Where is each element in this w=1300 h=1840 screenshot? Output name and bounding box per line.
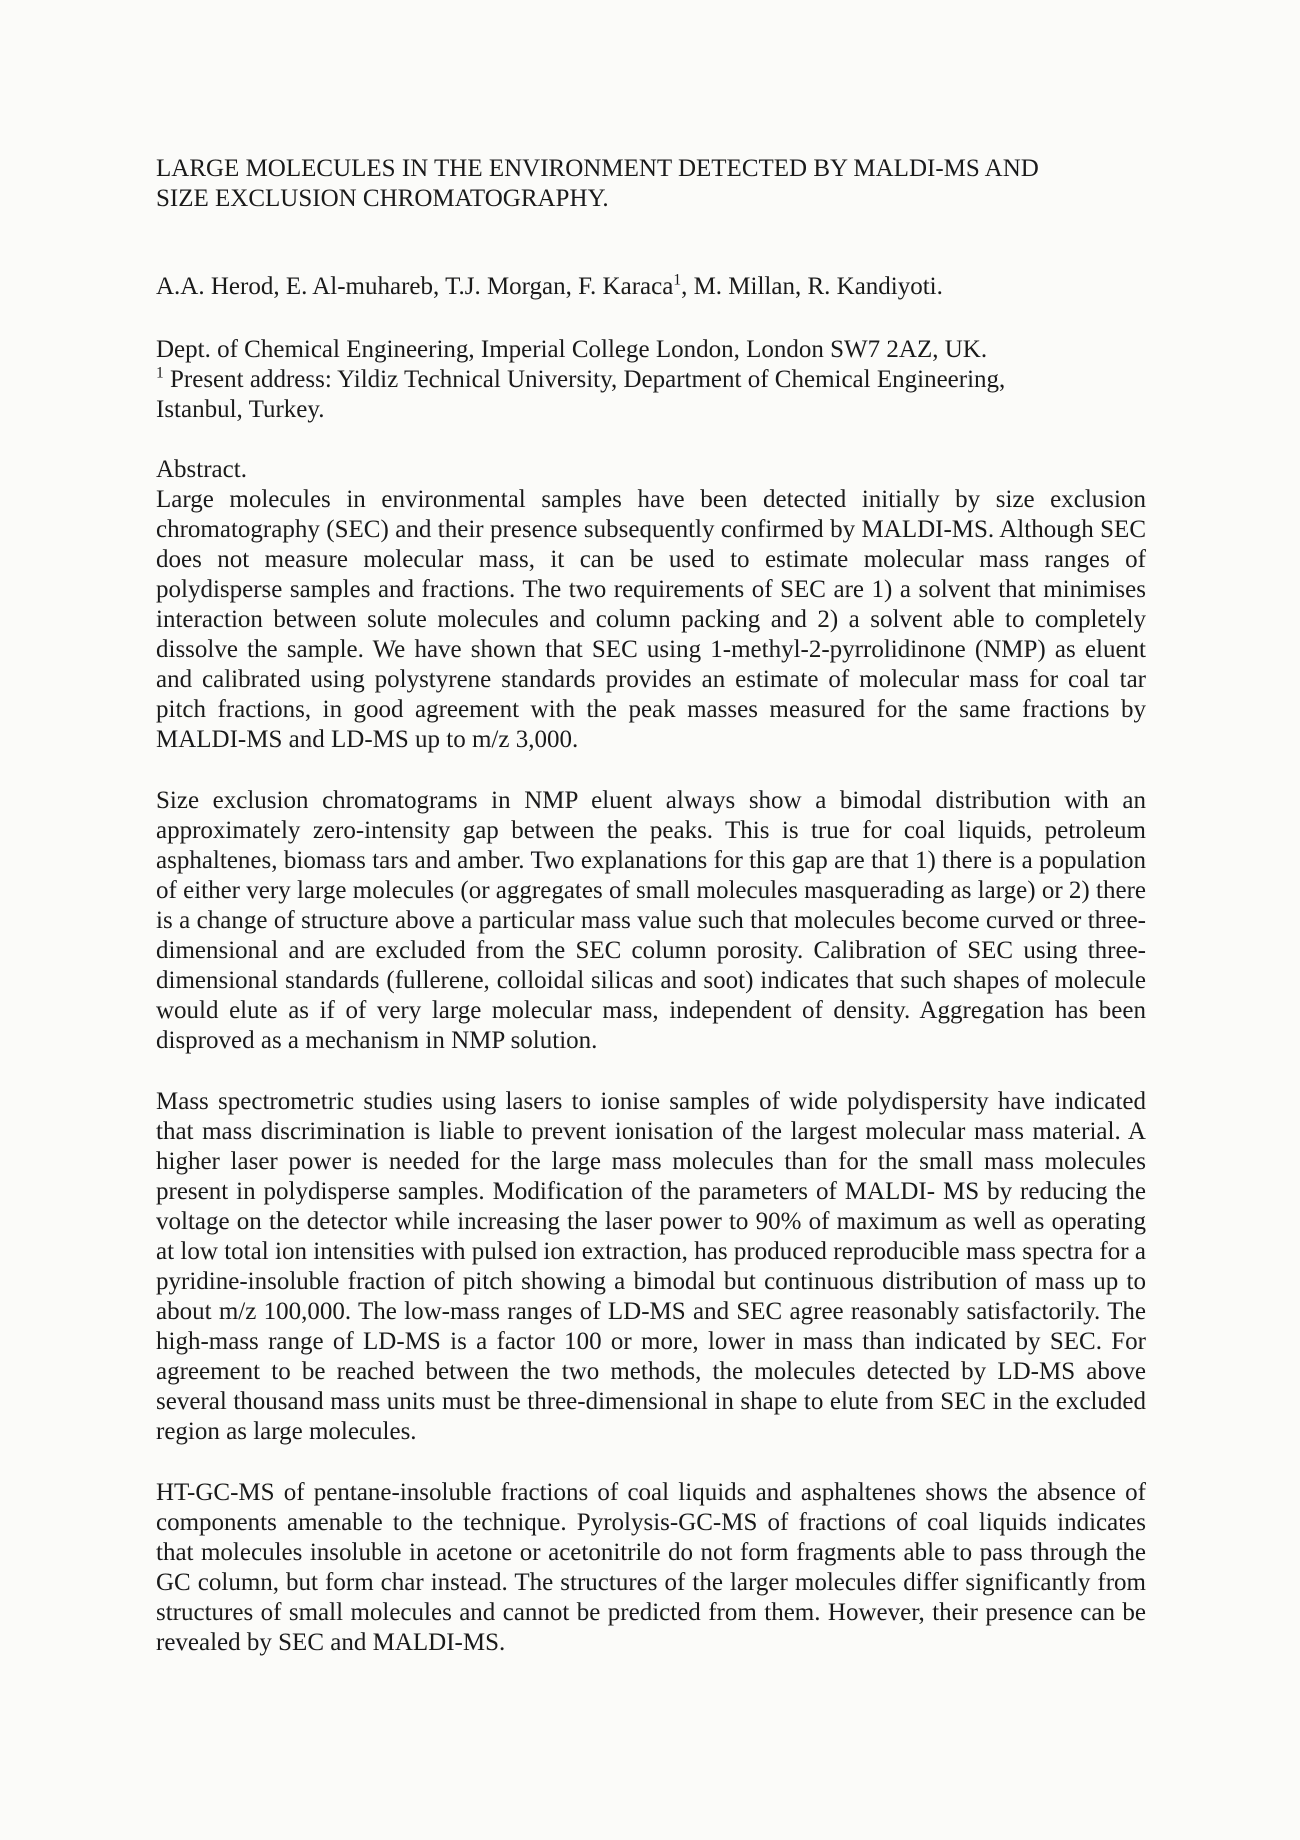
author-footnote-marker: 1 [673, 271, 682, 289]
abstract-heading: Abstract. [156, 456, 247, 483]
affiliation-block [156, 335, 1146, 425]
authors-text-continued: , M. Millan, R. Kandiyoti. [681, 273, 943, 300]
affiliation-line-2-text: Present address: Yildiz Technical University, Department of Chemical Engineering, [163, 366, 1006, 393]
page-content [156, 154, 1146, 1658]
affiliation-line-1: Dept. of Chemical Engineering, Imperial College London, London SW7 2AZ, UK. [156, 336, 988, 363]
footnote-marker: 1 [156, 364, 164, 382]
abstract-paragraph-2: Size exclusion chromatograms in NMP eluent always show a bimodal distribution with an approximately zero-intensity gap between the peaks. This is true for coal liquids, petroleum asphaltenes, biomass tars and amber. Two explanations for this gap are that 1) there is a population of either very large molecules (or aggregates of small molecules masquerading as large) or 2) there is a change of structure above a particular mass value such that molecules become curved or three-dimensional and are excluded from the SEC column porosity. Calibration of SEC using three-dimensional standards (fullerene, colloidal silicas and soot) indicates that such shapes of molecule would elute as if of very large molecular mass, independent of density. Aggregation has been disproved as a mechanism in NMP solution. [156, 787, 1146, 1054]
affiliation-line-3: Istanbul, Turkey. [156, 396, 325, 423]
affiliation-line-2 [156, 365, 1146, 395]
authors-line [156, 272, 1146, 302]
abstract-paragraph-1: Large molecules in environmental samples have been detected initially by size exclusion chromatography (SEC) and their presence subsequently confirmed by MALDI-MS. Although SEC does not measure molecular mass, it can be used to estimate molecular mass ranges of polydisperse samples and fractions. The two requirements of SEC are 1) a solvent that minimises interaction between solute molecules and column packing and 2) a solvent able to completely dissolve the sample. We have shown that SEC using 1-methyl-2-pyrrolidinone (NMP) as eluent and calibrated using polystyrene standards provides an estimate of molecular mass for coal tar pitch fractions, in good agreement with the peak masses measured for the same fractions by MALDI-MS and LD-MS up to m/z 3,000. [156, 486, 1146, 753]
paper-title-line-2: SIZE EXCLUSION CHROMATOGRAPHY. [156, 185, 609, 212]
paper-title [156, 154, 1146, 214]
abstract-paragraph-4: HT-GC-MS of pentane-insoluble fractions of coal liquids and asphaltenes shows the absence of components amenable to the technique. Pyrolysis-GC-MS of fractions of coal liquids indicates that molecules insoluble in acetone or acetonitrile do not form fragments able to pass through the GC column, but form char instead. The structures of the larger molecules differ significantly from structures of small molecules and cannot be predicted from them. However, their presence can be revealed by SEC and MALDI-MS. [156, 1479, 1146, 1656]
paper-title-line-1: LARGE MOLECULES IN THE ENVIRONMENT DETECTED BY MALDI-MS AND [156, 155, 1039, 182]
abstract-paragraph-3: Mass spectrometric studies using lasers to ionise samples of wide polydispersity have indicated that mass discrimination is liable to prevent ionisation of the largest molecular mass material. A higher laser power is needed for the large mass molecules than for the small mass molecules present in polydisperse samples. Modification of the parameters of MALDI- MS by reducing the voltage on the detector while increasing the laser power to 90% of maximum as well as operating at low total ion intensities with pulsed ion extraction, has produced reproducible mass spectra for a pyridine-insoluble fraction of pitch showing a bimodal but continuous distribution of mass up to about m/z 100,000. The low-mass ranges of LD-MS and SEC agree reasonably satisfactorily. The high-mass range of LD-MS is a factor 100 or more, lower in mass than indicated by SEC. For agreement to be reached between the two methods, the molecules detected by LD-MS above several thousand mass units must be three-dimensional in shape to elute from SEC in the excluded region as large molecules. [156, 1088, 1146, 1445]
authors-text: A.A. Herod, E. Al-muhareb, T.J. Morgan, F. Karaca [156, 273, 674, 300]
